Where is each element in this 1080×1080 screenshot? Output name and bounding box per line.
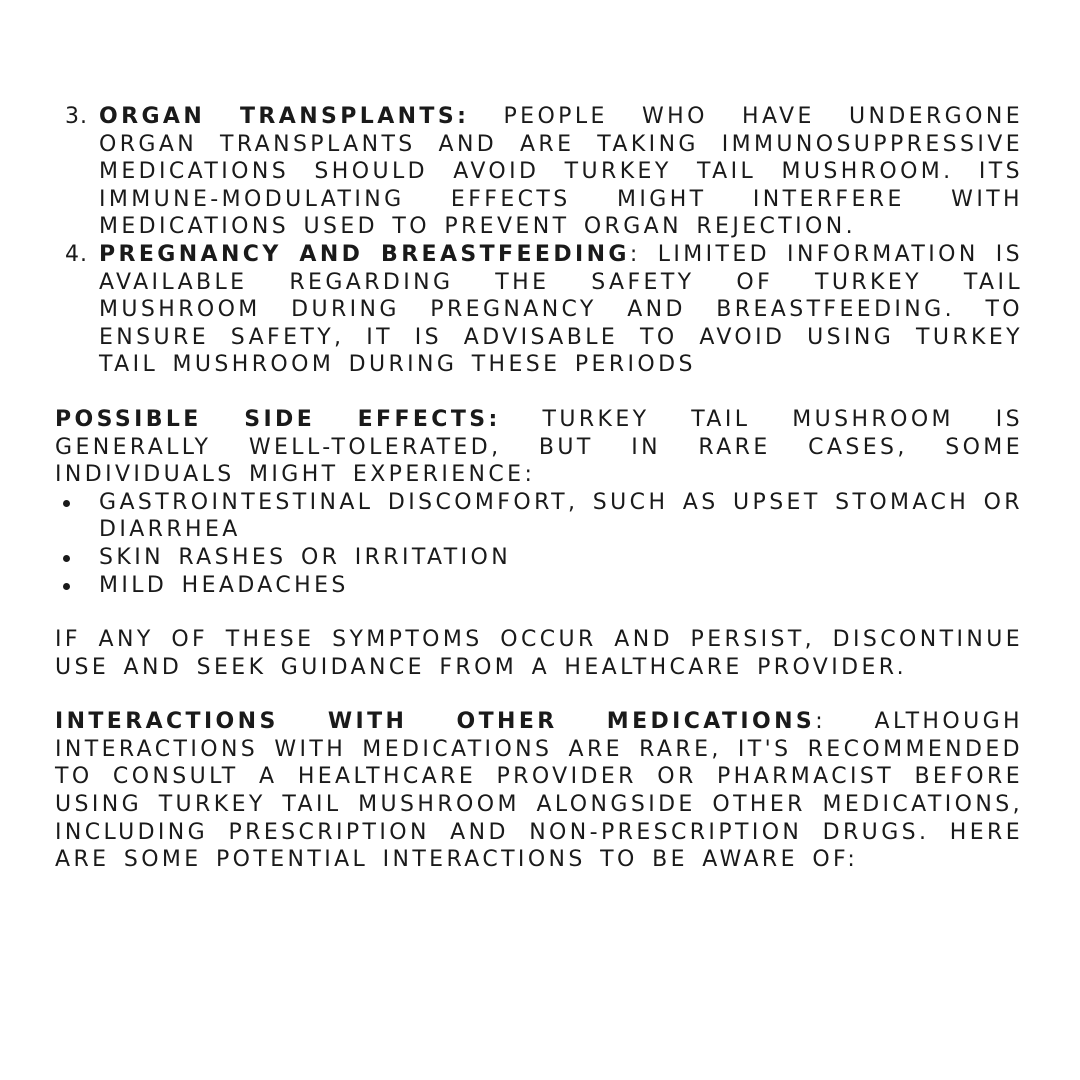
bullet-icon: [63, 500, 70, 507]
bullet-text: GASTROINTESTINAL DISCOMFORT, SUCH AS UPSET STOMACH OR DIARRHEA: [99, 489, 1023, 543]
side-effects-paragraph: [55, 406, 1023, 489]
advice-paragraph: IF ANY OF THESE SYMPTOMS OCCUR AND PERSIST, DISCONTINUE USE AND SEEK GUIDANCE FROM A HEALTHCARE PROVIDER.: [55, 627, 1023, 680]
spacer: [55, 379, 1023, 406]
list-item-title: ORGAN TRANSPLANTS:: [99, 104, 470, 129]
list-item-text: : LIMITED INFORMATION IS AVAILABLE REGARDING THE SAFETY OF TURKEY TAIL MUSHROOM DURING PREGNANCY AND BREASTFEEDING. TO ENSURE SAFETY, IT IS ADVISABLE TO AVOID USING TURKEY TAIL MUSHROOM DURING THESE PERIODS: [99, 241, 1023, 378]
spacer: [55, 681, 1023, 708]
bullet-icon: [63, 555, 70, 562]
side-effects-list: [55, 489, 1023, 599]
list-item-title: PREGNANCY AND BREASTFEEDING: [99, 241, 630, 267]
list-item-number: 4.: [65, 241, 88, 267]
interactions-heading: INTERACTIONS WITH OTHER MEDICATIONS: [55, 709, 816, 735]
list-item-pregnancy: [55, 241, 1023, 379]
document-page: [55, 103, 1023, 874]
bullet-item: [55, 489, 1023, 544]
interactions-text: : ALTHOUGH INTERACTIONS WITH MEDICATIONS ARE RARE, IT'S RECOMMENDED TO CONSULT A HEALTHCARE PROVIDER OR PHARMACIST BEFORE USING TURKEY TAIL MUSHROOM ALONGSIDE OTHER MEDICATIONS, INCLUDING PRESCRIPTION AND NON-PRESCRIPTION DRUGS. HERE ARE SOME POTENTIAL INTERACTIONS TO BE AWARE OF:: [55, 709, 1023, 873]
list-item-number: 3.: [65, 104, 88, 129]
side-effects-heading: POSSIBLE SIDE EFFECTS:: [55, 406, 501, 432]
list-item-text: PEOPLE WHO HAVE UNDERGONE ORGAN TRANSPLANTS AND ARE TAKING IMMUNOSUPPRESSIVE MEDICATIONS SHOULD AVOID TURKEY TAIL MUSHROOM. ITS IMMUNE-MODULATING EFFECTS MIGHT INTERFERE WITH MEDICATIONS USED TO PREVENT ORGAN REJECTION.: [99, 104, 1023, 240]
side-effects-text: TURKEY TAIL MUSHROOM IS GENERALLY WELL-TOLERATED, BUT IN RARE CASES, SOME INDIVIDUALS MIGHT EXPERIENCE:: [55, 406, 1023, 488]
interactions-paragraph: [55, 708, 1023, 874]
bullet-item: [55, 572, 1023, 600]
spacer: [55, 599, 1023, 626]
bullet-text: MILD HEADACHES: [99, 572, 349, 598]
numbered-list: [55, 103, 1023, 379]
list-item-organ-transplants: [55, 103, 1023, 241]
bullet-text: SKIN RASHES OR IRRITATION: [99, 544, 512, 570]
bullet-item: [55, 544, 1023, 572]
bullet-icon: [63, 583, 70, 590]
